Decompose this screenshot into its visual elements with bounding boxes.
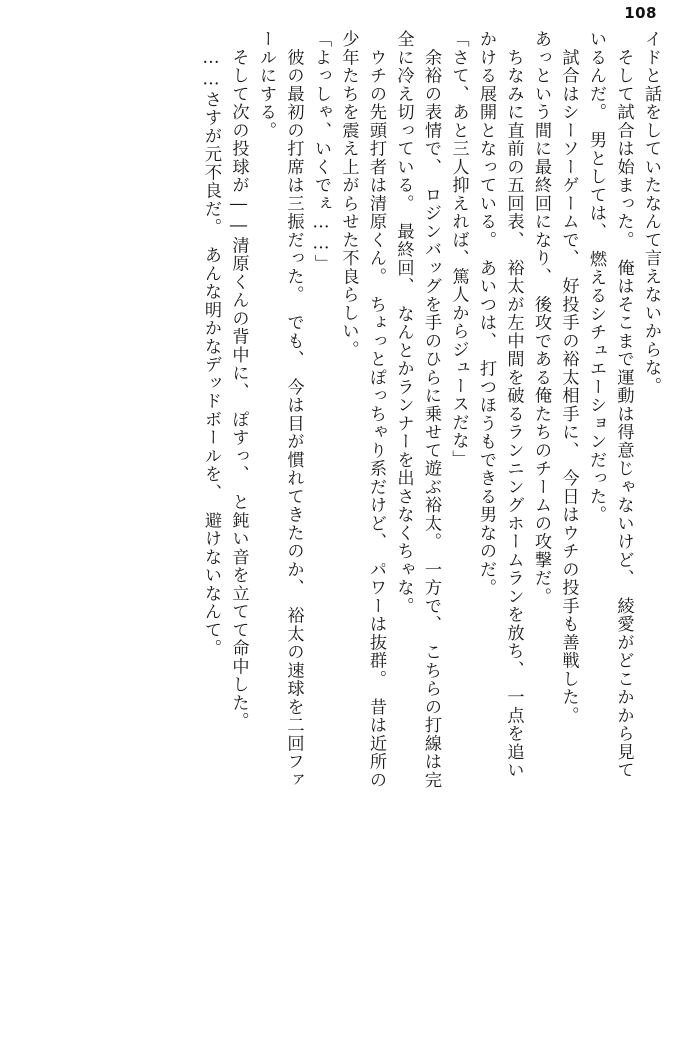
text-line: 彼の最初の打席は三振だった。 でも、 今は目が慣れてきたのか、 裕太の速球を二回ファ — [283, 30, 304, 789]
page-number: 108 — [624, 4, 657, 22]
text-line: あっという間に最終回になり、 後攻である俺たちのチームの攻撃だ。 — [531, 30, 551, 606]
text-line: そして試合は始まった。 俺はそこまで運動は得意じゃないけど、 綾愛がどこかから見て — [613, 30, 634, 780]
text-line: 試合はシーソーゲームで、 好投手の裕太相手に、 今日はウチの投手も善戦した。 — [558, 30, 579, 725]
text-line: 「さて、あと三人抑えれば、篤人からジュースだな」 — [448, 30, 469, 468]
text-line: 「よっしゃ、いくでぇ……」 — [311, 30, 331, 273]
text-line: ちなみに直前の五回表、 裕太が左中間を破るランニングホームランを放ち、 一点を追い — [503, 30, 524, 780]
text-line: そして次の投球が――清原くんの背中に、 ぽすっ、 と鈍い音を立てて命中した。 — [228, 30, 249, 731]
text-line: イドと話をしていたなんて言えないからな。 — [641, 30, 661, 395]
vertical-body-text — [18, 30, 659, 1034]
text-line: 全に冷え切っている。 最終回、 なんとかランナーを出さなくちゃな。 — [393, 30, 414, 616]
text-line: いるんだ。 男としては、 燃えるシチュエーションだった。 — [586, 30, 606, 524]
text-line: ールにする。 — [256, 30, 276, 140]
text-line: かける展開となっている。 あいつは、 打つほうもできる男なのだ。 — [476, 30, 496, 597]
text-line: 少年たちを震え上がらせた不良らしい。 — [338, 30, 359, 359]
text-line: 余裕の表情で、 ロジンバッグを手のひらに乗せて遊ぶ裕太。 一方で、 こちらの打線は完 — [421, 30, 441, 789]
text-line: ウチの先頭打者は清原くん。 ちょっとぽっちゃり系だけど、 パワーは抜群。 昔は近所の — [366, 30, 386, 789]
text-line: ……さすが元不良だ。 あんな明かなデッドボールを、 避けないなんて。 — [201, 30, 221, 658]
